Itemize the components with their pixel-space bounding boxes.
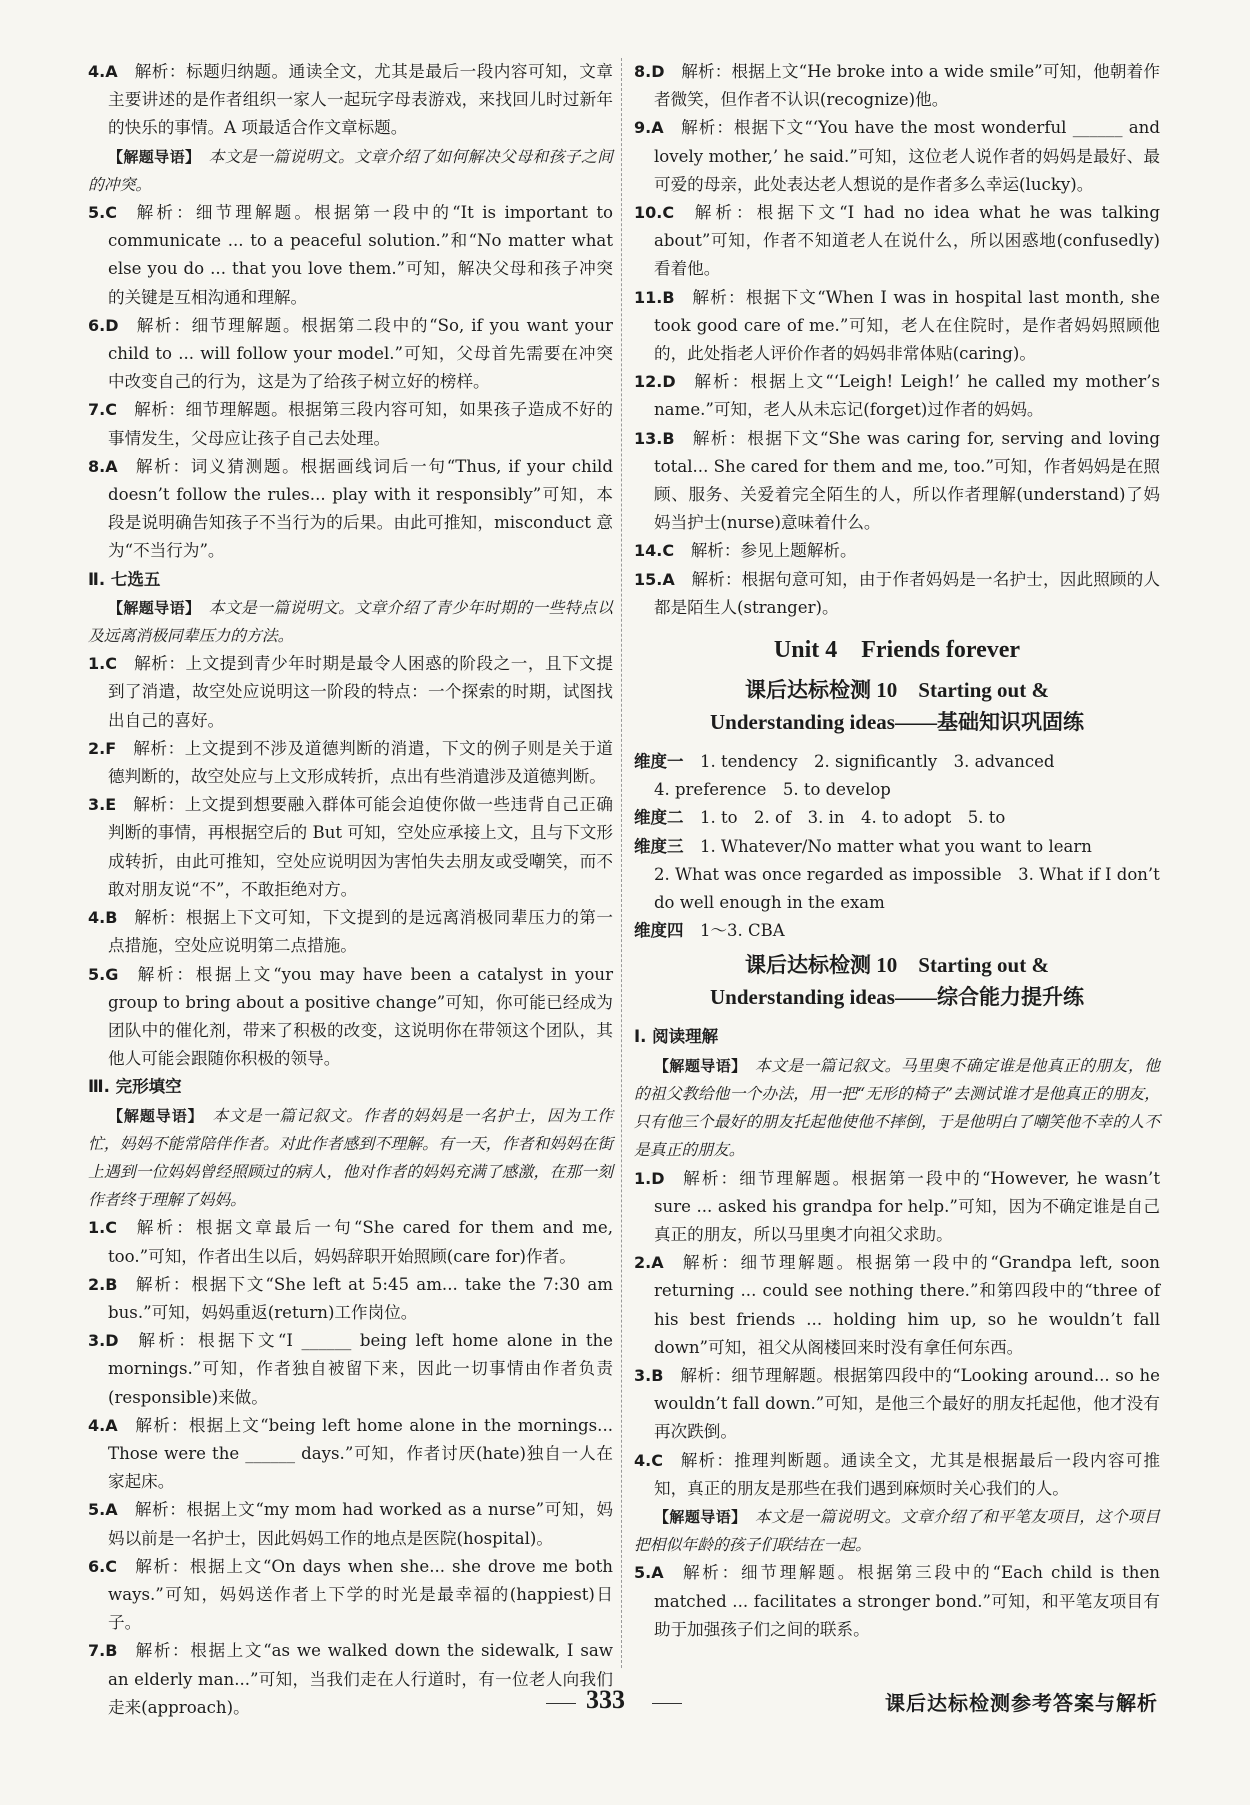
guide-paragraph	[634, 1503, 1160, 1559]
answer-number: 1.C	[88, 654, 117, 674]
dimension-label: 维度二	[634, 808, 684, 828]
dimension-answers: 1～3. CBA	[700, 921, 785, 941]
answer-number: 3.D	[88, 1331, 119, 1351]
answer-number: 12.D	[634, 372, 676, 392]
guide-paragraph	[88, 143, 613, 199]
answer-number: 1.C	[88, 1218, 117, 1238]
answer-item	[88, 199, 613, 312]
guide-text: 本文是一篇记叙文。马里奥不确定谁是他真正的朋友，他的祖父教给他一个办法，用一把“无形的椅子”去测试谁才是他真正的朋友，只有他三个最好的朋友托起他使他不摔倒，于是他明白了嘲笑他不幸的人不是真正的朋友。	[634, 1055, 1160, 1160]
section-heading: Ⅲ. 完形填空	[88, 1077, 182, 1097]
dimension-label: 维度一	[634, 752, 684, 772]
page-footer	[0, 1683, 1250, 1723]
answer-explanation: 解析：细节理解题。根据第四段中的“Looking around... so he wouldn’t fall down.”可知，是他三个最好的朋友托起他，他才没有再次跌倒。	[654, 1365, 1160, 1442]
dimension-row	[634, 833, 1160, 861]
answer-item	[634, 1362, 1160, 1447]
answer-item	[88, 1553, 613, 1638]
answer-number: 2.F	[88, 738, 117, 758]
dimension-answers: 1. tendency 2. significantly 3. advanced	[700, 752, 1055, 772]
guide-text: 本文是一篇说明文。文章介绍了如何解决父母和孩子之间的冲突。	[88, 146, 613, 194]
guide-paragraph	[88, 594, 613, 650]
section-heading: Ⅱ. 七选五	[88, 569, 161, 589]
answer-number: 5.C	[88, 203, 117, 223]
left-column	[88, 58, 613, 1722]
answer-item	[634, 58, 1160, 114]
dimension-row	[634, 748, 1160, 776]
answer-number: 13.B	[634, 428, 675, 448]
guide-text: 本文是一篇说明文。文章介绍了青少年时期的一些特点以及远离消极同辈压力的方法。	[88, 597, 613, 646]
answer-number: 10.C	[634, 203, 675, 223]
lesson-title	[634, 674, 1160, 738]
answer-explanation: 解析：上文提到不涉及道德判断的消遣，下文的例子则是关于道德判断的，故空处应与上文形成转折，点出有些消遣涉及道德判断。	[108, 738, 613, 787]
answer-number: 11.B	[634, 287, 675, 307]
answer-number: 8.D	[634, 62, 665, 81]
lesson-title	[634, 949, 1160, 1013]
dimension-row	[634, 804, 1160, 832]
answer-number: 5.G	[88, 964, 119, 984]
answer-number: 15.A	[634, 569, 675, 589]
answer-explanation: 解析：根据上文“as we walked down the sidewalk, I saw an elderly man...”可知，当我们走在人行道时，有一位老人向我们走来(approach)。	[108, 1641, 613, 1717]
answer-explanation: 解析：根据文章最后一句“She cared for them and me, too.”可知，作者出生以后，妈妈辞职开始照顾(care for)作者。	[108, 1218, 613, 1266]
answer-item	[634, 537, 1160, 565]
dimension-label: 维度四	[634, 921, 684, 941]
answer-number: 6.D	[88, 315, 119, 335]
answer-item	[88, 1271, 613, 1327]
answer-number: 4.A	[88, 1415, 118, 1435]
guide-label: 【解题导语】	[654, 1056, 747, 1075]
answer-number: 14.C	[634, 541, 675, 561]
answer-number: 1.D	[634, 1168, 665, 1188]
answer-number: 7.B	[88, 1641, 118, 1661]
answer-explanation: 解析：根据上文“‘Leigh! Leigh!’ he called my mother’s name.”可知，老人从未忘记(forget)过作者的妈妈。	[654, 372, 1160, 420]
answer-explanation: 解析：上文提到想要融入群体可能会迫使你做一些违背自己正确判断的事情，再根据空后的 But 可知，空处应承接上文，且与下文形成转折，由此可推知，空处应说明因为害怕失去朋友或受嘲笑，而不敢对朋友说“不”，不敢拒绝对方。	[108, 795, 613, 899]
answer-number: 2.B	[88, 1274, 118, 1294]
answer-number: 4.B	[88, 908, 118, 928]
answer-number: 3.B	[634, 1365, 664, 1385]
guide-label: 【解题导语】	[654, 1507, 747, 1526]
answer-explanation: 解析：根据下文“When I was in hospital last month, she took good care of me.”可知，老人在住院时，是作者妈妈照顾他的，此处指老人评价作者的妈妈非常体贴(caring)。	[654, 287, 1160, 364]
answer-explanation: 解析：细节理解题。根据第二段中的“So, if you want your child to ... will follow your model.”可知，父母首先需要在冲突中改变自己的行为，这是为了给孩子树立好的榜样。	[108, 315, 613, 392]
dimension-answers: 1. Whatever/No matter what you want to learn	[700, 836, 1092, 856]
answer-number: 8.A	[88, 456, 118, 476]
guide-label: 【解题导语】	[108, 147, 201, 166]
answer-item	[88, 58, 613, 143]
answer-explanation: 解析：根据上文“being left home alone in the mornings... Those were the ______ days.”可知，作者讨厌(hate)独自一人在家起床。	[108, 1415, 613, 1492]
answer-explanation: 解析：标题归纳题。通读全文，尤其是最后一段内容可知，文章主要讲述的是作者组织一家人一起玩字母表游戏，来找回儿时过新年的快乐的事情。A 项最适合作文章标题。	[108, 62, 613, 138]
answer-number: 4.A	[88, 62, 118, 81]
column-divider	[621, 58, 622, 1668]
answer-explanation: 解析：根据上文“my mom had worked as a nurse”可知，妈妈以前是一名护士，因此妈妈工作的地点是医院(hospital)。	[108, 1500, 613, 1548]
guide-text: 本文是一篇记叙文。作者的妈妈是一名护士，因为工作忙，妈妈不能常陪伴作者。对此作者感到不理解。有一天，作者和妈妈在街上遇到一位妈妈曾经照顾过的病人，他对作者的妈妈充满了感激，在那一刻作者终于理解了妈妈。	[88, 1105, 613, 1210]
answer-item	[88, 791, 613, 904]
guide-paragraph	[88, 1102, 613, 1215]
answer-explanation: 解析：根据下文“She left at 5:45 am... take the 7:30 am bus.”可知，妈妈重返(return)工作岗位。	[108, 1274, 613, 1322]
answer-explanation: 解析：根据下文“I had no idea what he was talking about”可知，作者不知道老人在说什么，所以困惑地(confusedly)看着他。	[654, 203, 1160, 279]
answer-explanation: 解析：根据上下文可知，下文提到的是远离消极同辈压力的第一点措施，空处应说明第二点措施。	[108, 908, 613, 956]
guide-label: 【解题导语】	[108, 1106, 204, 1125]
footer-rule-left	[546, 1703, 576, 1704]
answer-item	[88, 1214, 613, 1270]
answer-explanation: 解析：根据上文“He broke into a wide smile”可知，他朝着作者微笑，但作者不认识(recognize)他。	[654, 62, 1160, 110]
answer-explanation: 解析：上文提到青少年时期是最令人困惑的阶段之一，且下文提到了消遣，故空处应说明这一阶段的特点：一个探索的时期，试图找出自己的喜好。	[108, 654, 613, 730]
dimension-row-continued: 2. What was once regarded as impossible 3. What if I don’t do well enough in the exam	[654, 864, 1160, 913]
answer-explanation: 解析：根据下文“I ______ being left home alone in the mornings.”可知，作者独自被留下来，因此一切事情由作者负责(responsible)来做。	[108, 1331, 613, 1407]
answer-item	[634, 1559, 1160, 1644]
answer-explanation: 解析：根据下文“‘You have the most wonderful ______ and lovely mother,’ he said.”可知，这位老人说作者的妈妈是最好、最可爱的母亲，此处表达老人想说的是作者多么幸运(lucky)。	[654, 118, 1160, 194]
answer-number: 7.C	[88, 400, 117, 420]
answer-number: 2.A	[634, 1253, 664, 1273]
answer-explanation: 解析：根据上文“On days when she... she drove me both ways.”可知，妈妈送作者上下学的时光是最幸福的(happiest)日子。	[108, 1556, 613, 1633]
answer-item	[634, 114, 1160, 199]
answer-item	[88, 1412, 613, 1497]
guide-paragraph	[634, 1052, 1160, 1165]
answer-item	[634, 368, 1160, 424]
answer-explanation: 解析：根据下文“She was caring for, serving and loving total... She cared for them and me, too.”可知，作者妈妈是在照顾、服务、关爱着完全陌生的人，所以作者理解(understand)了妈妈当护士(nurse)意味着什么。	[654, 428, 1160, 533]
lesson-title-line: 课后达标检测 10 Starting out &	[745, 678, 1049, 703]
lesson-title-line: Understanding ideas——综合能力提升练	[710, 985, 1084, 1010]
answer-number: 5.A	[88, 1500, 118, 1520]
dimension-row	[634, 917, 1160, 945]
answer-number: 3.E	[88, 795, 117, 815]
lesson-title-line: 课后达标检测 10 Starting out &	[745, 953, 1049, 978]
answer-item	[88, 650, 613, 735]
answer-item	[88, 312, 613, 397]
answer-explanation: 解析：根据句意可知，由于作者妈妈是一名护士，因此照顾的人都是陌生人(stranger)。	[654, 569, 1160, 617]
unit-title: Unit 4 Friends forever	[773, 637, 1021, 664]
dimension-row-continued: 4. preference 5. to develop	[654, 780, 891, 800]
answer-item	[88, 961, 613, 1074]
answer-item	[634, 1249, 1160, 1362]
answer-item	[634, 1165, 1160, 1250]
lesson-title-line: Understanding ideas——基础知识巩固练	[710, 710, 1084, 735]
footer-rule-right	[652, 1703, 682, 1704]
answer-number: 5.A	[634, 1563, 664, 1583]
answer-explanation: 解析：词义猜测题。根据画线词后一句“Thus, if your child doesn’t follow the rules... play with it responsibly”可知，本段是说明确告知孩子不当行为的后果。由此可推知，misconduct 意为“不当行为”。	[108, 456, 613, 561]
answer-explanation: 解析：细节理解题。根据第三段内容可知，如果孩子造成不好的事情发生，父母应让孩子自己去处理。	[108, 400, 613, 448]
page-number: 333	[586, 1685, 625, 1714]
dimension-answers: 1. to 2. of 3. in 4. to adopt 5. to	[700, 808, 1006, 828]
answer-number: 6.C	[88, 1556, 117, 1576]
answer-item	[88, 1496, 613, 1552]
guide-label: 【解题导语】	[108, 598, 201, 617]
answer-explanation: 解析：细节理解题。根据第三段中的“Each child is then matched ... facilitates a stronger bond.”可知，和平笔友项目有助于加强孩子们之间的联系。	[654, 1563, 1160, 1639]
right-column	[634, 58, 1160, 1644]
answer-number: 9.A	[634, 118, 664, 138]
answer-explanation: 解析：细节理解题。根据第一段中的“Grandpa left, soon returning ... could see nothing there.”和第四段中的“three of his best friends ... holding him up, so he wouldn’t fall down”可知，祖父从阁楼回来时没有拿任何东西。	[654, 1253, 1160, 1357]
answer-item	[634, 284, 1160, 369]
guide-text: 本文是一篇说明文。文章介绍了和平笔友项目，这个项目把相似年龄的孩子们联结在一起。	[634, 1506, 1160, 1555]
answer-item	[88, 735, 613, 791]
answer-explanation: 解析：参见上题解析。	[690, 541, 857, 561]
answer-item	[634, 425, 1160, 538]
answer-explanation: 解析：根据上文“you may have been a catalyst in your group to bring about a positive change”可知，你可能已经成为团队中的催化剂，带来了积极的改变，这说明你在带领这个团队，其他人可能会跟随你积极的领导。	[108, 964, 613, 1069]
answer-explanation: 解析：细节理解题。根据第一段中的“However, he wasn’t sure ... asked his grandpa for help.”可知，因为不确定谁是自己真正的朋友，所以马里奥才向祖父求助。	[654, 1168, 1160, 1244]
answer-item	[634, 566, 1160, 622]
answer-item	[634, 1447, 1160, 1503]
section-heading: Ⅰ. 阅读理解	[634, 1027, 719, 1047]
running-title: 课后达标检测参考答案与解析	[885, 1691, 1158, 1715]
answer-item	[88, 1327, 613, 1412]
answer-item	[88, 904, 613, 960]
answer-item	[634, 199, 1160, 284]
answer-number: 4.C	[634, 1450, 663, 1470]
answer-explanation: 解析：推理判断题。通读全文，尤其是根据最后一段内容可推知，真正的朋友是那些在我们遇到麻烦时关心我们的人。	[654, 1450, 1160, 1498]
dimension-label: 维度三	[634, 836, 684, 856]
answer-item	[88, 453, 613, 566]
answer-item	[88, 396, 613, 452]
answer-explanation: 解析：细节理解题。根据第一段中的“It is important to communicate ... to a peaceful solution.”和“No matter what else you do ... that you love them.”可知，解决父母和孩子冲突的关键是互相沟通和理解。	[108, 203, 613, 307]
